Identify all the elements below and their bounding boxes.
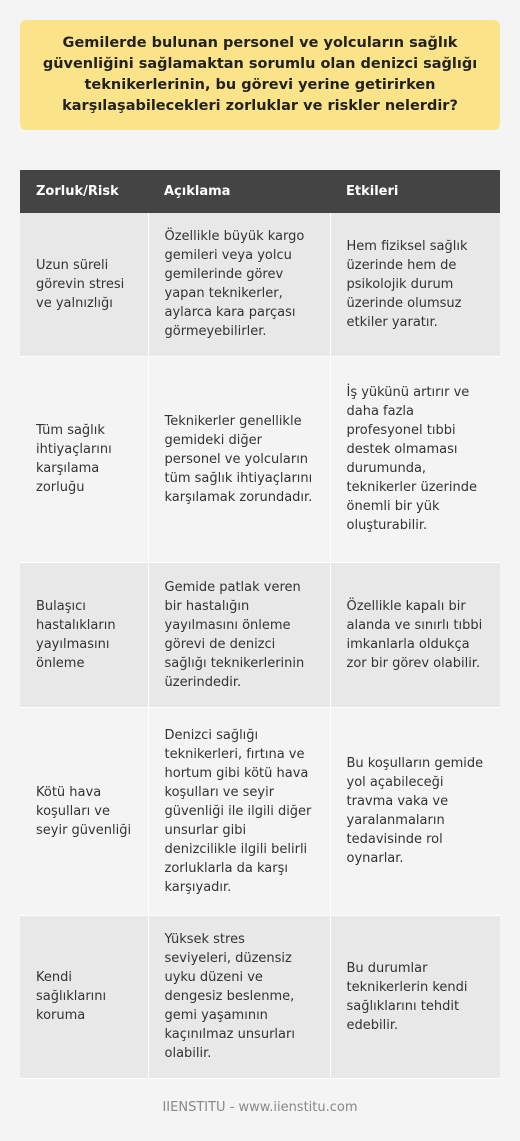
column-header-effects: Etkileri [330,170,500,213]
column-header-description: Açıklama [148,170,330,213]
risk-cell: Kendi sağlıklarını koruma [20,915,148,1078]
column-header-risk: Zorluk/Risk [20,170,148,213]
risk-cell: Tüm sağlık ihtiyaçlarını karşılama zorluğu [20,356,148,562]
table-row [20,707,500,915]
table-header-row [20,170,500,213]
risk-cell: Uzun süreli görevin stresi ve yalnızlığı [20,213,148,356]
description-cell: Özellikle büyük kargo gemileri veya yolcu gemilerinde görev yapan teknikerler, aylarca kara parçası görmeyebilirler. [148,213,330,356]
table-row [20,213,500,356]
title-banner [20,20,500,130]
description-cell: Denizci sağlığı teknikerleri, fırtına ve hortum gibi kötü hava koşulları ve seyir güvenliği ile ilgili diğer unsurlar gibi denizcilikle ilgili belirli zorluklarla da karşı karşıyadır. [148,707,330,915]
risk-cell: Bulaşıcı hastalıkların yayılmasını önleme [20,562,148,707]
description-cell: Yüksek stres seviyeleri, düzensiz uyku düzeni ve dengesiz beslenme, gemi yaşamının kaçınılmaz unsurları olabilir. [148,915,330,1078]
risk-cell: Kötü hava koşulları ve seyir güvenliği [20,707,148,915]
risk-table [20,170,500,1079]
table-row [20,356,500,562]
description-cell: Teknikerler genellikle gemideki diğer personel ve yolcuların tüm sağlık ihtiyaçlarını karşılamak zorundadır. [148,356,330,562]
page-title: Gemilerde bulunan personel ve yolcuların sağlık güvenliğini sağlamaktan sorumlu olan denizci sağlığı teknikerlerinin, bu görevi yerine getirirken karşılaşabilecekleri zorluklar ve riskler nelerdir? [42,35,478,114]
footer-credit: IIENSTITU - www.iienstitu.com [162,1100,358,1115]
effects-cell: Hem fiziksel sağlık üzerinde hem de psikolojik durum üzerinde olumsuz etkiler yaratır. [330,213,500,356]
effects-cell: Bu koşulların gemide yol açabileceği travma vaka ve yaralanmaların tedavisinde rol oynarlar. [330,707,500,915]
description-cell: Gemide patlak veren bir hastalığın yayılmasını önleme görevi de denizci sağlığı teknikerlerinin üzerindedir. [148,562,330,707]
effects-cell: İş yükünü artırır ve daha fazla profesyonel tıbbi destek olmaması durumunda, teknikerler üzerinde önemli bir yük oluşturabilir. [330,356,500,562]
table-row [20,562,500,707]
table-row [20,915,500,1078]
effects-cell: Bu durumlar teknikerlerin kendi sağlıklarını tehdit edebilir. [330,915,500,1078]
effects-cell: Özellikle kapalı bir alanda ve sınırlı tıbbi imkanlarla oldukça zor bir görev olabilir. [330,562,500,707]
